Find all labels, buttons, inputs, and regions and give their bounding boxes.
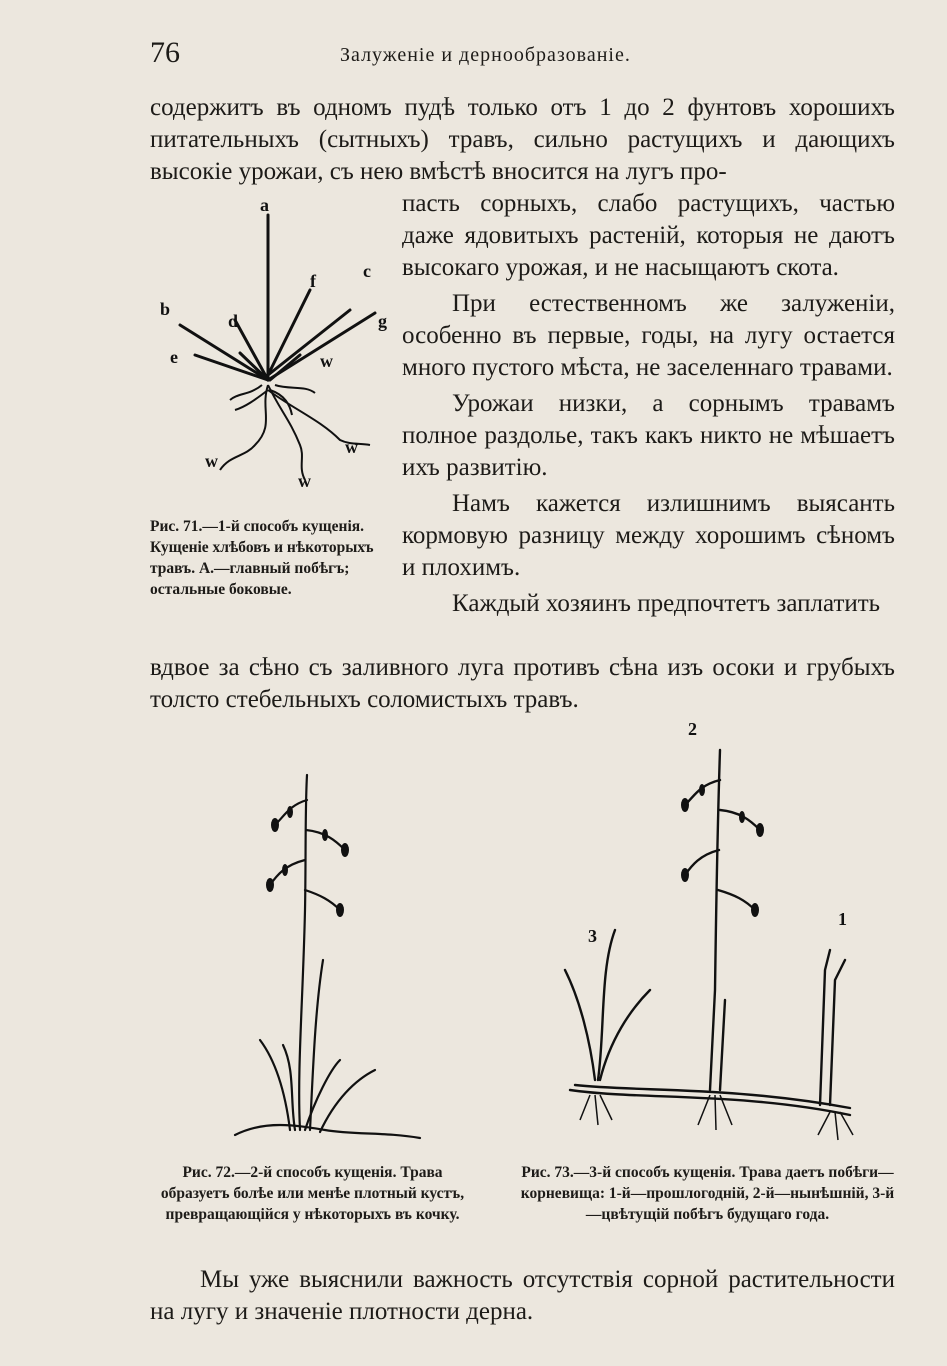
figure-71-illustration	[150, 195, 400, 495]
label-f: f	[310, 271, 316, 291]
rhizome-drawing	[520, 720, 895, 1150]
grass-tussock-drawing	[205, 770, 445, 1150]
running-title: Залуженiе и дернообразованiе.	[340, 44, 631, 66]
label-b: b	[160, 299, 171, 319]
label-w-1: w	[320, 351, 333, 371]
label-a: a	[260, 195, 269, 215]
label-1: 1	[838, 909, 847, 929]
label-w-4: w	[345, 437, 358, 457]
label-2: 2	[688, 720, 697, 739]
paragraph-3: Урожаи низки, а сорнымъ травамъ полное раздолье, такъ какъ никто не мѣшаетъ ихъ развитiю.	[402, 390, 895, 481]
label-g: g	[378, 311, 387, 331]
paragraph-4: Намъ кажется излишнимъ выясанть кормовую разницу между хорошимъ сѣномъ и плохимъ.	[402, 490, 895, 581]
figure-73-illustration	[520, 720, 895, 1150]
page-number: 76	[150, 36, 180, 69]
paragraph-5-continued: вдвое за сѣно съ заливного луга противъ сѣна изъ осоки и грубыхъ толсто стебельныхъ соломистыхъ травъ.	[150, 654, 895, 713]
figure-72-illustration	[205, 770, 445, 1150]
label-e: e	[170, 347, 178, 367]
figure-71-caption: Рис. 71.—1-й способъ кущенiя. Кущенiе хлѣбовъ и нѣкоторыхъ травъ. А.—главный побѣгъ; остальные боковые.	[150, 518, 374, 598]
figure-72-caption: Рис. 72.—2-й способъ кущенiя. Трава образуетъ болѣе или менѣе плотный кустъ, превращающiйся у нѣкоторыхъ въ кочку.	[160, 1164, 465, 1223]
tillering-diagram	[150, 195, 400, 495]
label-d: d	[228, 311, 239, 331]
paragraph-1-continued: пасть сорныхъ, слабо растущихъ, частью даже ядовитыхъ растенiй, которыя не даютъ высокаго урожая, и не насыщаютъ скота.	[402, 190, 895, 281]
figure-73-caption: Рис. 73.—3-й способъ кущенiя. Трава даетъ побѣги—корневища: 1-й—прошлогоднiй, 2-й—нынѣшнiй, 3-й—цвѣтущiй побѣгъ будущаго года.	[520, 1164, 895, 1223]
label-w-3: w	[298, 471, 311, 491]
label-c: c	[363, 261, 371, 281]
paragraph-2: При естественномъ же залуженiи, особенно въ первые, годы, на лугу остается много пустого мѣста, не заселеннаго травами.	[402, 290, 895, 381]
page-header	[150, 36, 895, 76]
right-column-text	[402, 188, 895, 620]
paragraph-1-full: содержитъ въ одномъ пудѣ только отъ 1 до 2 фунтовъ хорошихъ питательныхъ (сытныхъ) травъ, сильно растущихъ и дающихъ высокiе урожаи, съ нею вмѣстѣ вносится на лугъ про-	[150, 94, 895, 185]
label-w-2: w	[205, 451, 218, 471]
label-3: 3	[588, 926, 597, 946]
paragraph-6: Мы уже выяснили важность отсутствiя сорной растительности на лугу и значенiе плотности дерна.	[150, 1266, 895, 1325]
paragraph-5-start: Каждый хозяинъ предпочтетъ заплатить	[452, 590, 881, 617]
